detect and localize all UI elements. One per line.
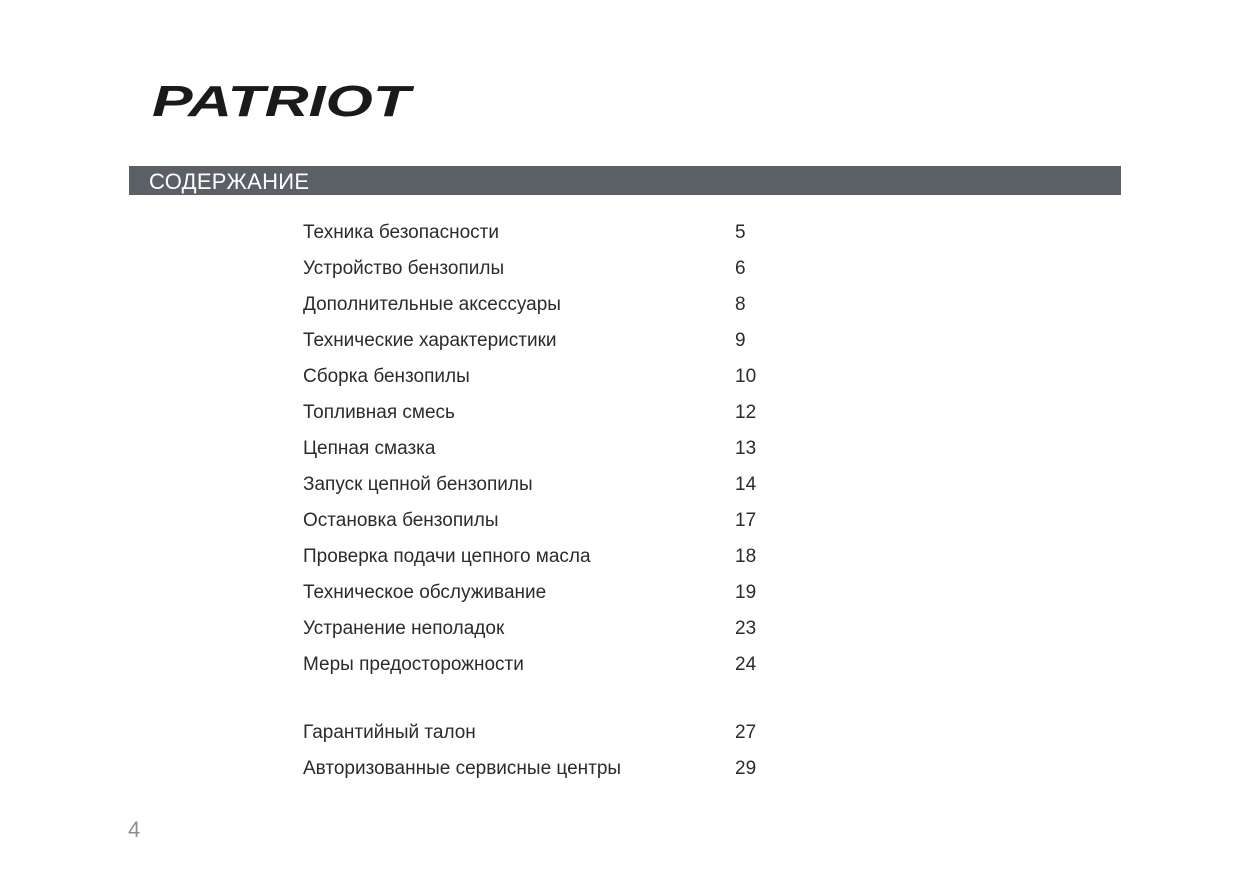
toc-entry [303,289,863,325]
toc-entry-title: Техника безопасности [303,222,499,243]
toc-main-group [303,217,863,685]
toc-entry-title: Технические характеристики [303,330,557,351]
toc-appendix-group [303,717,863,789]
toc-entry-title: Остановка бензопилы [303,510,499,531]
toc-entry-page: 24 [735,654,757,675]
toc-entry-title: Цепная смазка [303,438,436,459]
toc-entry-page: 13 [735,438,757,459]
toc-entry-title: Авторизованные сервисные центры [303,758,622,779]
toc-entry [303,505,863,541]
toc-entry [303,469,863,505]
toc-entry-page: 9 [735,330,746,351]
toc-entry [303,577,863,613]
toc-entry [303,253,863,289]
toc-entry-title: Проверка подачи цепного масла [303,546,591,567]
toc-entry-page: 17 [735,510,757,531]
toc-entry-page: 8 [735,294,746,315]
toc-entry-title: Топливная смесь [303,402,455,423]
toc-entry [303,397,863,433]
toc-entry-page: 12 [735,402,757,423]
table-of-contents [303,217,863,789]
toc-entry-title: Техническое обслуживание [303,582,547,603]
section-header-bar [129,166,1121,195]
toc-entry-title: Дополнительные аксессуары [303,294,561,315]
toc-entry [303,361,863,397]
toc-entry [303,649,863,685]
toc-entry [303,541,863,577]
toc-entry-title: Гарантийный талон [303,722,476,743]
toc-entry-page: 14 [735,474,757,495]
toc-entry-page: 6 [735,258,746,279]
patriot-logo-icon [152,78,414,122]
patriot-logo [152,78,414,122]
toc-entry [303,753,863,789]
toc-entry-title: Устранение неполадок [303,618,505,639]
toc-entry [303,325,863,361]
page-number: 4 [128,817,141,842]
toc-entry-title: Запуск цепной бензопилы [303,474,533,495]
toc-entry-page: 29 [735,758,757,779]
toc-entry [303,433,863,469]
toc-entry [303,613,863,649]
toc-entry-page: 23 [735,618,757,639]
toc-entry-title: Меры предосторожности [303,654,524,675]
toc-entry [303,217,863,253]
logo-wordmark: PATRIOT [152,78,414,122]
toc-entry-page: 19 [735,582,757,603]
section-title: СОДЕРЖАНИЕ [149,168,310,194]
toc-entry-title: Устройство бензопилы [303,258,505,279]
toc-entry-page: 5 [735,222,746,243]
toc-entry-page: 27 [735,722,757,743]
toc-entry-title: Сборка бензопилы [303,366,470,387]
toc-entry [303,717,863,753]
toc-entry-page: 18 [735,546,757,567]
toc-entry-page: 10 [735,366,757,387]
